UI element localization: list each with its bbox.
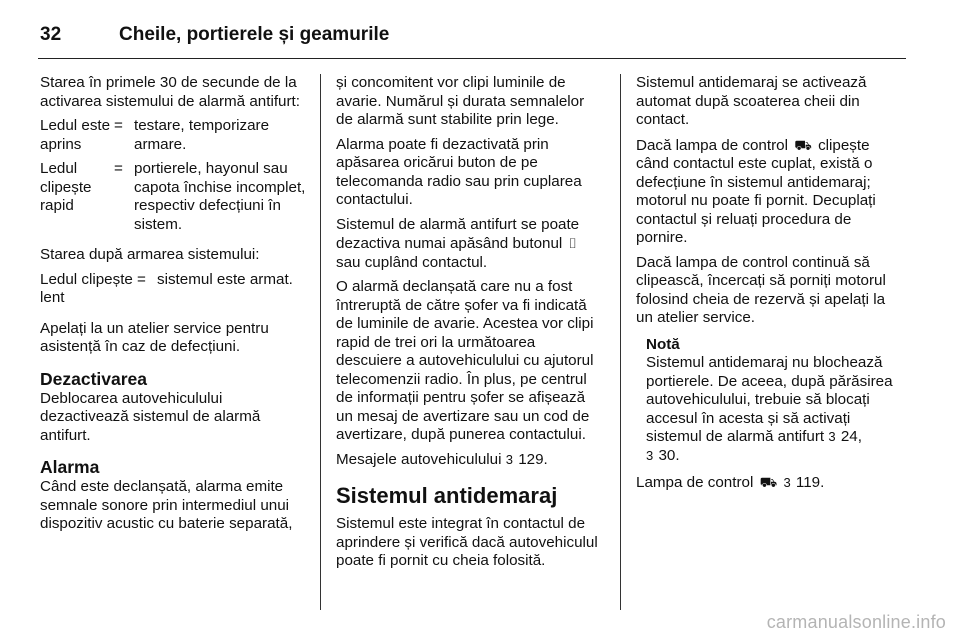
reference-arrow-icon: 3 bbox=[828, 429, 836, 444]
column-3 bbox=[636, 74, 904, 499]
service-text: Apelați la un atelier service pentru asistență în caz de defecțiuni. bbox=[40, 319, 269, 355]
text-fragment: Sistemul antidemaraj nu blochează portierele. De aceea, după părăsirea autovehiculului, trebuie să blocați accesul în acesta și să activați sistemul de alarmă antifurt bbox=[646, 354, 893, 445]
alarm-text: Când este declanșată, alarma emite semnale sonore prin intermediul unui dispozitiv acustic cu baterie separată, bbox=[40, 478, 293, 532]
definition-term: Ledul clipește lent bbox=[40, 270, 133, 306]
immobiliser-text: Sistemul este integrat în contactul de aprindere și verifică dacă autovehiculul poate fi pornit cu cheia folosită. bbox=[336, 515, 598, 569]
text-fragment: Sistemul de alarmă antifurt se poate dezactiva numai apăsând butonul bbox=[336, 215, 580, 252]
control-lamp-text bbox=[636, 136, 904, 248]
heading-deactivation: Dezactivarea bbox=[40, 368, 148, 389]
definition-row bbox=[40, 117, 308, 154]
definition-desc: testare, temporizare armare. bbox=[134, 117, 270, 153]
reference-arrow-icon: 3 bbox=[505, 451, 513, 467]
page-reference: 24, bbox=[840, 428, 862, 445]
deactivation-text: Deblocarea autovehiculului dezactivează sistemul de alarmă antifurt. bbox=[40, 389, 261, 444]
definition-equals: = bbox=[114, 160, 123, 177]
page-reference: 129. bbox=[518, 450, 548, 468]
immobiliser-lamp-icon: ⛟ bbox=[759, 474, 778, 490]
heading-immobiliser: Sistemul antidemaraj bbox=[336, 483, 558, 508]
alarm-cont-text: și concomitent vor clipi luminile de avarie. Numărul și durata semnalelor de alarmă sunt stabilite prin lege. bbox=[336, 74, 585, 128]
lock-button-icon: ⌷ bbox=[568, 235, 577, 251]
vehicle-messages-text bbox=[336, 451, 604, 470]
immobiliser-lamp-icon: ⛟ bbox=[794, 136, 812, 153]
control-lamp-ref-text bbox=[636, 473, 904, 493]
column-divider-2 bbox=[620, 74, 621, 610]
definition-row bbox=[40, 160, 308, 234]
text-fragment: Lampa de control bbox=[636, 474, 754, 491]
text-fragment: Mesajele autovehiculului bbox=[336, 450, 502, 468]
definition-desc: sistemul este armat. bbox=[157, 270, 293, 288]
text-fragment: clipește când contactul este cuplat, există o defecțiune în sistemul antidemaraj; motorul nu poate fi pornit. Decuplați contactul și reluați procedura de pornire. bbox=[636, 136, 876, 246]
alarm-deactivate-text: Alarma poate fi dezactivată prin apăsarea oricărui buton de pe telecomanda radio sau prin cuplarea contactului. bbox=[336, 135, 582, 208]
definition-equals: = bbox=[137, 270, 146, 288]
note-title: Notă bbox=[646, 335, 680, 353]
state-after-text: Starea după armarea sistemului: bbox=[40, 246, 260, 263]
note-body bbox=[646, 354, 904, 465]
immobiliser-activation-text: Sistemul antidemaraj se activează automat după scoaterea cheii din contact. bbox=[636, 74, 867, 128]
reference-arrow-icon: 3 bbox=[783, 475, 791, 490]
definition-row bbox=[40, 271, 308, 308]
text-fragment: sau cuplând contactul. bbox=[336, 253, 488, 271]
spare-key-text: Dacă lampa de control continuă să clipească, încercați să porniți motorul folosind cheia de rezervă și apelați la un atelier service. bbox=[636, 253, 886, 326]
text-fragment: Dacă lampa de control bbox=[636, 136, 788, 154]
page-reference: 30. bbox=[658, 446, 680, 464]
column-divider-1 bbox=[320, 74, 321, 610]
reference-arrow-icon: 3 bbox=[646, 447, 654, 463]
note-box bbox=[646, 336, 904, 466]
intro-text: Starea în primele 30 de secunde de la activarea sistemului de alarmă antifurt: bbox=[40, 74, 300, 110]
column-1 bbox=[40, 74, 308, 540]
page-number: 32 bbox=[40, 24, 62, 45]
header-divider bbox=[38, 58, 906, 59]
page-reference: 119. bbox=[795, 474, 825, 491]
column-2 bbox=[336, 74, 604, 577]
definition-equals: = bbox=[114, 117, 123, 134]
alarm-button-text bbox=[336, 216, 604, 273]
definition-term: Ledul clipește rapid bbox=[40, 160, 92, 214]
heading-alarm: Alarma bbox=[40, 457, 100, 477]
definition-desc: portierele, hayonul sau capota închise incomplet, respectiv defecțiuni în sistem. bbox=[134, 160, 306, 233]
watermark-text: carmanualsonline.info bbox=[766, 612, 946, 632]
page-title: Cheile, portierele și geamurile bbox=[119, 24, 390, 45]
definition-term: Ledul este aprins bbox=[40, 117, 111, 153]
alarm-indication-text: O alarmă declanșată care nu a fost întreruptă de către șofer va fi indicată de luminile de avarie. Acestea vor clipi rapid de trei ori la următoarea descuiere a autovehiculului cu ajutorul telecomenzii radio. În plus, pe centrul de informații pentru șofer se afișează un mesaj de avertizare sau un cod de avertizare, după punerea contactului. bbox=[336, 278, 594, 443]
